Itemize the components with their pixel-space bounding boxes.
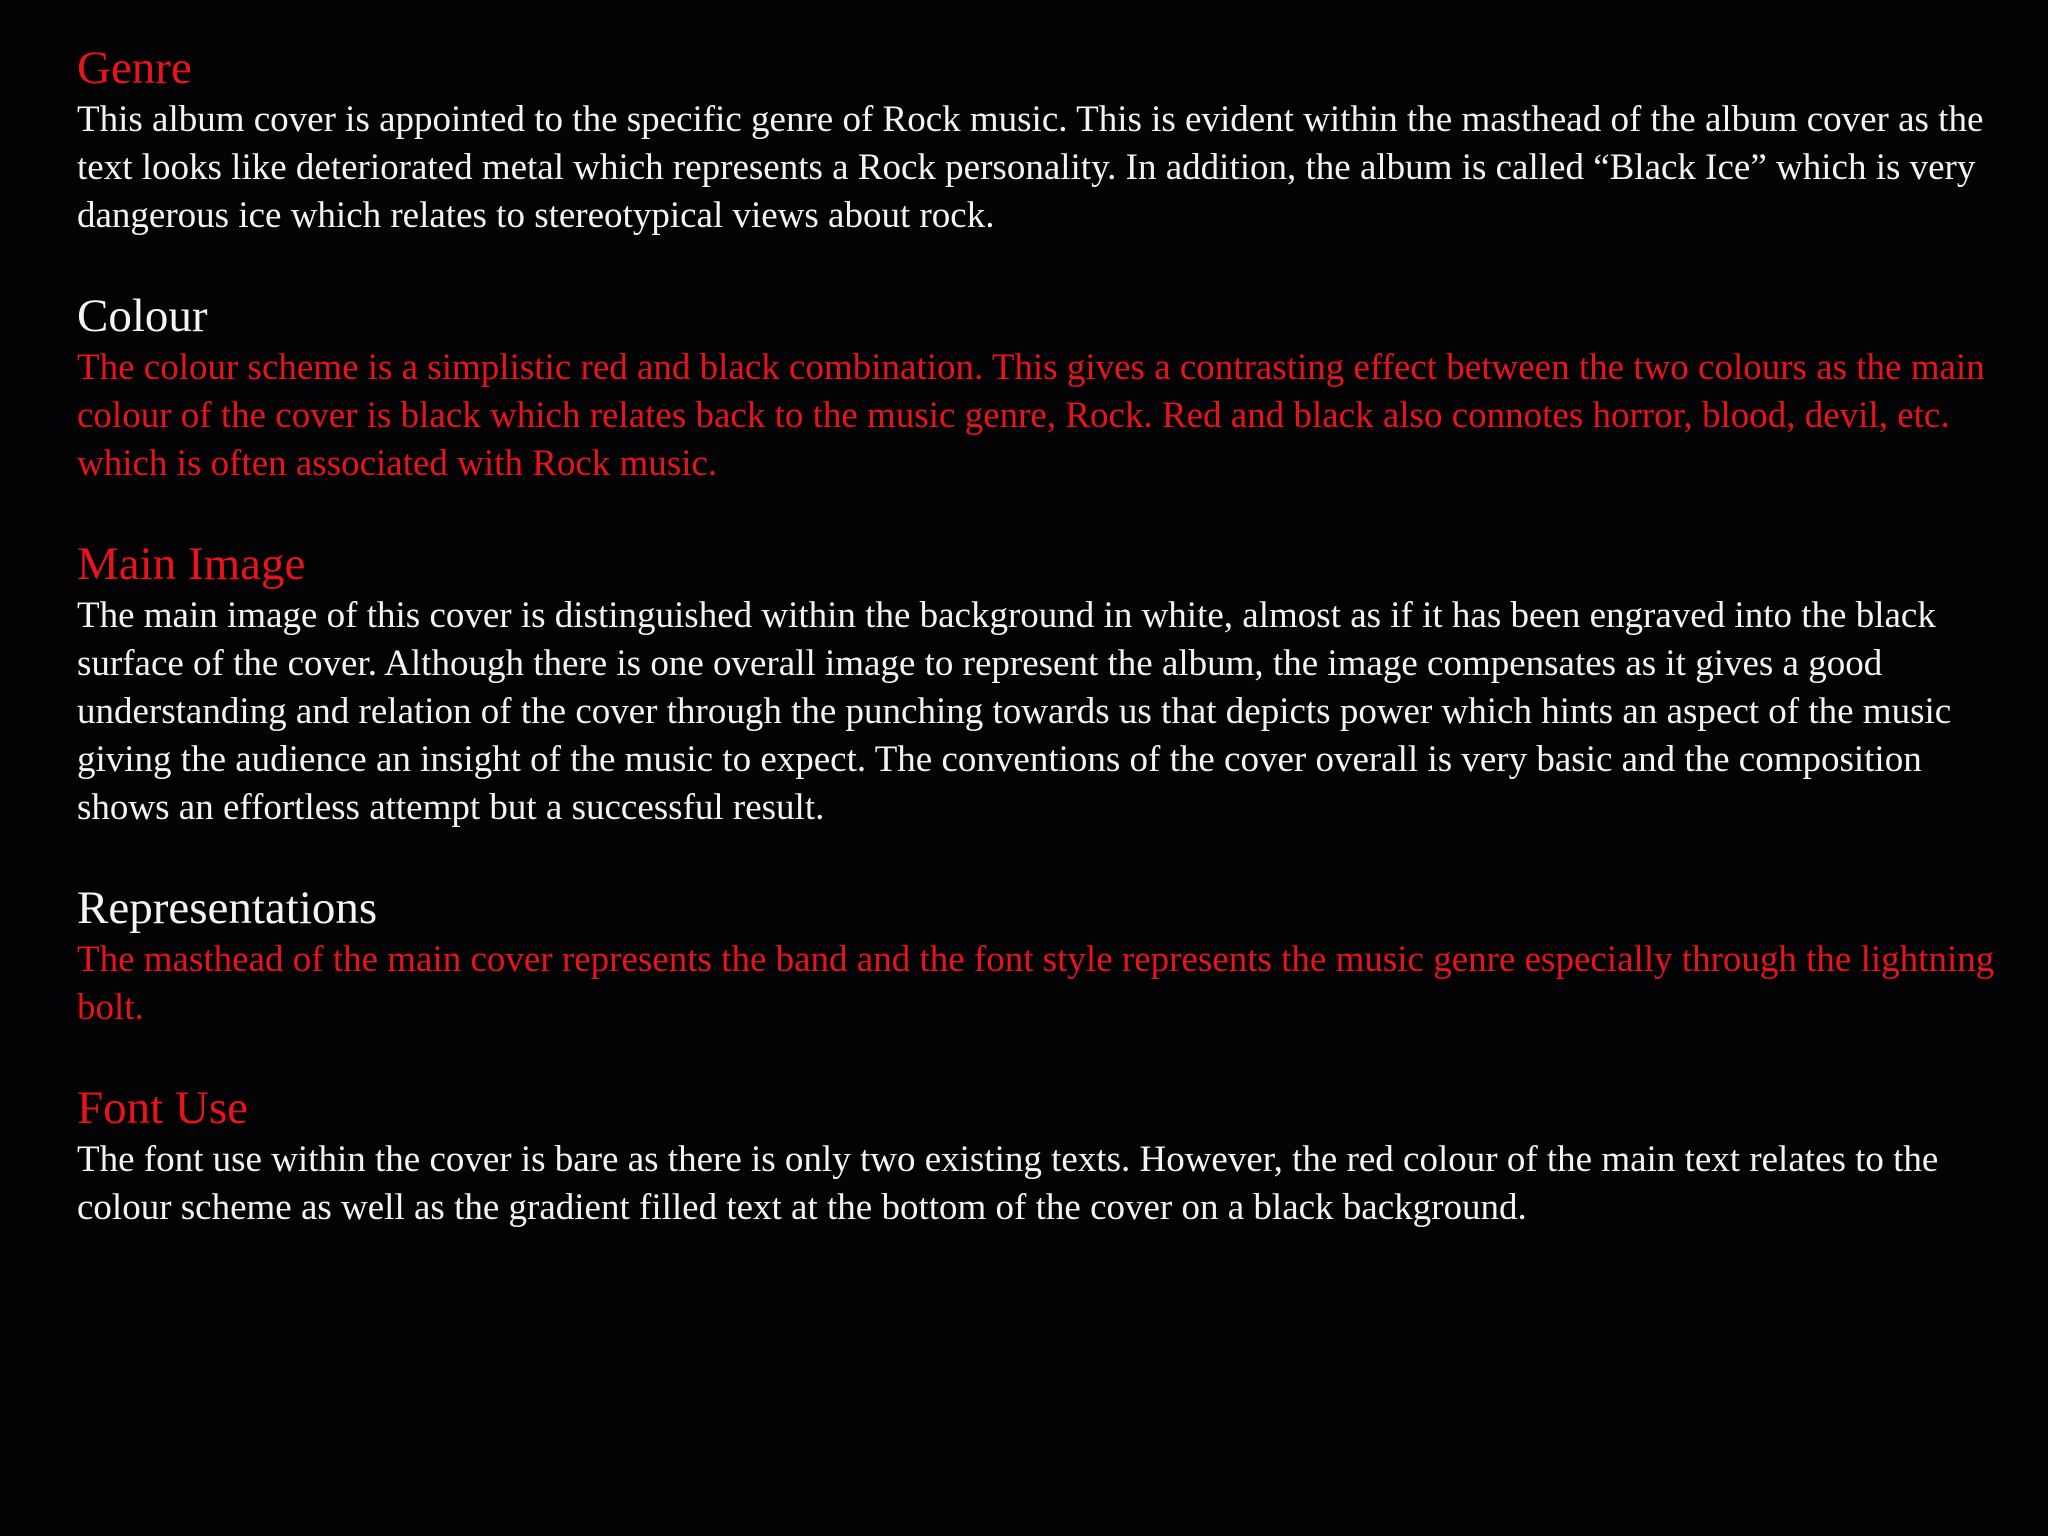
section-colour bbox=[77, 288, 2017, 488]
section-representations bbox=[77, 880, 2017, 1032]
section-heading-main-image: Main Image bbox=[77, 538, 306, 590]
section-body-font-use: The font use within the cover is bare as there is only two existing texts. However, the red colour of the main text relates to the colour scheme as well as the gradient filled text at the bottom of the cover on a black background. bbox=[77, 1139, 1939, 1228]
section-body-genre: This album cover is appointed to the specific genre of Rock music. This is evident within the masthead of the album cover as the text looks like deteriorated metal which represents a Rock personality. In addition, the album is called “Black Ice” which is very dangerous ice which relates to stereotypical views about rock. bbox=[77, 99, 1984, 236]
section-body-representations: The masthead of the main cover represents the band and the font style represents the music genre especially through the lightning bolt. bbox=[77, 939, 1995, 1028]
section-heading-representations: Representations bbox=[77, 882, 378, 934]
section-heading-colour: Colour bbox=[77, 290, 208, 342]
section-heading-genre: Genre bbox=[77, 42, 192, 94]
section-heading-font-use: Font Use bbox=[77, 1082, 249, 1134]
section-genre bbox=[77, 40, 2017, 240]
section-font-use bbox=[77, 1080, 2017, 1232]
section-body-main-image: The main image of this cover is distinguished within the background in white, almost as if it has been engraved into the black surface of the cover. Although there is one overall image to represent the album, the image compensates as it gives a good understanding and relation of the cover through the punching towards us that depicts power which hints an aspect of the music giving the audience an insight of the music to expect. The conventions of the cover overall is very basic and the composition shows an effortless attempt but a successful result. bbox=[77, 595, 1952, 828]
section-main-image bbox=[77, 536, 2017, 832]
slide-content bbox=[77, 40, 2017, 1280]
section-body-colour: The colour scheme is a simplistic red and black combination. This gives a contrasting effect between the two colours as the main colour of the cover is black which relates back to the music genre, Rock. Red and black also connotes horror, blood, devil, etc. which is often associated with Rock music. bbox=[77, 347, 1985, 484]
